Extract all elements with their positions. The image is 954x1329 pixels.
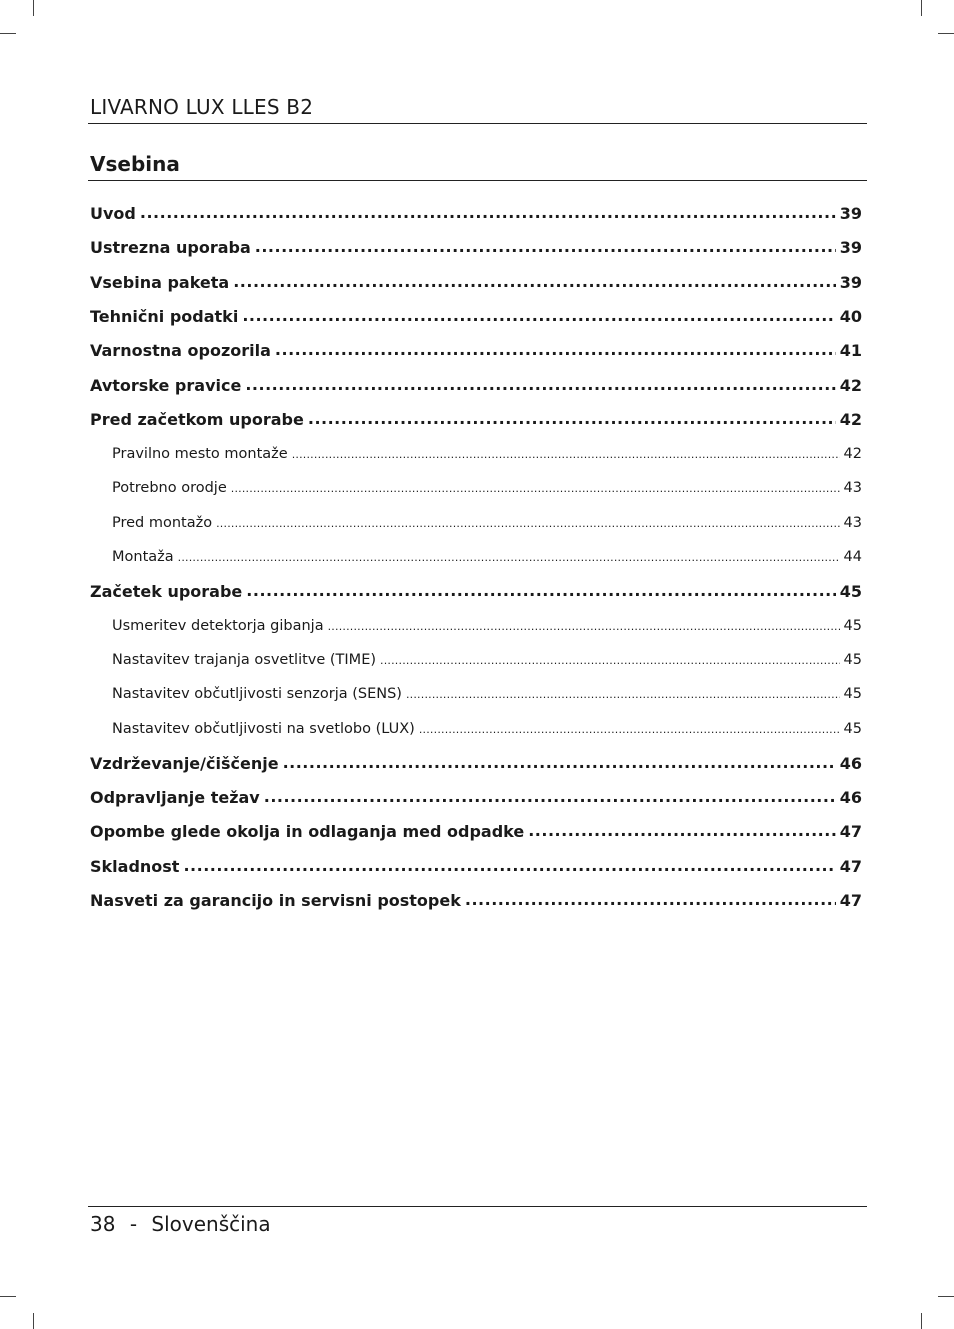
- footer-language: Slovenščina: [151, 1212, 271, 1236]
- page-footer: [90, 1212, 271, 1236]
- toc-entry-page: 42: [843, 445, 862, 462]
- toc-entry-page: 46: [839, 787, 862, 807]
- toc-entry[interactable]: [90, 581, 862, 605]
- toc-entry[interactable]: [90, 856, 862, 880]
- toc-entry-label: Varnostna opozorila: [90, 341, 271, 361]
- toc-entry[interactable]: [90, 306, 862, 330]
- toc-subentry[interactable]: [112, 443, 862, 465]
- toc-leader-dots: [245, 375, 835, 391]
- crop-mark-top-right: [921, 0, 922, 16]
- crop-mark-top-left-h: [0, 33, 16, 34]
- toc-entry-label: Usmeritev detektorja gibanja: [112, 617, 324, 634]
- toc-subentry[interactable]: [112, 478, 862, 500]
- toc-subentry[interactable]: [112, 650, 862, 672]
- toc-entry-label: Nastavitev občutljivosti senzorja (SENS): [112, 686, 402, 703]
- section-rule: [88, 180, 867, 181]
- toc-entry[interactable]: [90, 753, 862, 777]
- footer-page-number: 38: [90, 1212, 116, 1236]
- toc-entry-label: Potrebno orodje: [112, 480, 227, 497]
- toc-entry-label: Vzdrževanje/čiščenje: [90, 753, 279, 773]
- crop-mark-bottom-left-h: [0, 1296, 16, 1297]
- toc-leader-dots: [183, 856, 835, 872]
- toc-entry-page: 46: [839, 753, 862, 773]
- toc-leader-dots: [380, 650, 840, 665]
- toc-entry[interactable]: [90, 237, 862, 261]
- toc-entry-page: 45: [843, 652, 862, 669]
- toc-entry-label: Pravilno mesto montaže: [112, 445, 288, 462]
- toc-entry[interactable]: [90, 821, 862, 845]
- toc-entry-label: Nastavitev trajanja osvetlitve (TIME): [112, 652, 377, 669]
- document-header-title: LIVARNO LUX LLES B2: [90, 95, 314, 119]
- toc-leader-dots: [246, 581, 835, 597]
- toc-leader-dots: [178, 547, 840, 562]
- toc-leader-dots: [231, 478, 840, 493]
- toc-entry-label: Odpravljanje težav: [90, 787, 260, 807]
- toc-leader-dots: [292, 443, 840, 458]
- toc-entry-page: 39: [839, 204, 862, 223]
- toc-entry-page: 47: [839, 856, 862, 876]
- toc-leader-dots: [264, 787, 836, 803]
- header-rule: [88, 123, 867, 124]
- toc-subentry[interactable]: [112, 512, 862, 534]
- toc-leader-dots: [216, 512, 839, 527]
- toc-entry-label: Nastavitev občutljivosti na svetlobo (LUX): [112, 720, 415, 737]
- toc-subentry[interactable]: [112, 547, 862, 569]
- toc-entry[interactable]: [90, 890, 862, 914]
- toc-entry-label: Vsebina paketa: [90, 272, 230, 292]
- toc-entry-label: Začetek uporabe: [90, 581, 243, 601]
- toc-subentry[interactable]: [112, 718, 862, 740]
- crop-mark-top-right-h: [938, 33, 954, 34]
- toc-entry-label: Opombe glede okolja in odlaganja med odpadke: [90, 822, 525, 842]
- toc-leader-dots: [419, 718, 840, 733]
- toc-entry-page: 47: [839, 822, 862, 842]
- toc-entry-page: 42: [839, 375, 862, 395]
- toc-entry-page: 45: [843, 617, 862, 634]
- toc-leader-dots: [328, 615, 840, 630]
- toc-entry-label: Tehnični podatki: [90, 307, 239, 327]
- toc-leader-dots: [528, 821, 836, 837]
- footer-rule: [88, 1206, 867, 1207]
- toc-entry[interactable]: [90, 787, 862, 811]
- crop-mark-bottom-right-h: [938, 1296, 954, 1297]
- toc-leader-dots: [406, 684, 840, 699]
- toc-entry[interactable]: [90, 340, 862, 364]
- toc-entry-label: Pred montažo: [112, 514, 213, 531]
- footer-separator: -: [129, 1212, 138, 1236]
- toc-entry-label: Ustrezna uporaba: [90, 238, 251, 258]
- toc-entry-label: Avtorske pravice: [90, 375, 242, 395]
- toc-entry-page: 39: [839, 272, 862, 292]
- toc-entry-page: 43: [843, 480, 862, 497]
- toc-entry-label: Skladnost: [90, 856, 180, 876]
- toc-leader-dots: [308, 409, 836, 425]
- toc-entry-page: 43: [843, 514, 862, 531]
- toc-entry-label: Pred začetkom uporabe: [90, 410, 304, 430]
- toc-entry[interactable]: [90, 409, 862, 433]
- toc-entry-label: Nasveti za garancijo in servisni postopek: [90, 891, 461, 910]
- toc-leader-dots: [465, 890, 836, 906]
- toc-entry[interactable]: [90, 375, 862, 399]
- toc-entry-label: Uvod: [90, 204, 136, 223]
- toc-entry-label: Montaža: [112, 549, 174, 565]
- toc-leader-dots: [283, 753, 836, 769]
- crop-mark-bottom-left: [33, 1313, 34, 1329]
- toc-entry-page: 45: [843, 686, 862, 703]
- toc-leader-dots: [255, 237, 836, 253]
- toc-entry-page: 44: [843, 549, 862, 565]
- toc-entry[interactable]: [90, 272, 862, 296]
- toc-entry-page: 40: [839, 307, 862, 327]
- toc-leader-dots: [275, 340, 836, 356]
- toc-entry-page: 45: [843, 720, 862, 737]
- crop-mark-bottom-right: [921, 1313, 922, 1329]
- toc-leader-dots: [233, 272, 836, 288]
- toc-leader-dots: [242, 306, 835, 322]
- section-title: Vsebina: [90, 152, 180, 176]
- toc-entry-page: 47: [839, 891, 862, 910]
- toc-entry-page: 45: [839, 581, 862, 601]
- toc-entry[interactable]: [90, 203, 862, 227]
- toc-entry-page: 39: [839, 238, 862, 258]
- toc-subentry[interactable]: [112, 615, 862, 637]
- toc-leader-dots: [140, 203, 836, 219]
- toc-entry-page: 42: [839, 410, 862, 430]
- toc-entry-page: 41: [839, 341, 862, 361]
- crop-mark-top-left: [33, 0, 34, 16]
- toc-subentry[interactable]: [112, 684, 862, 706]
